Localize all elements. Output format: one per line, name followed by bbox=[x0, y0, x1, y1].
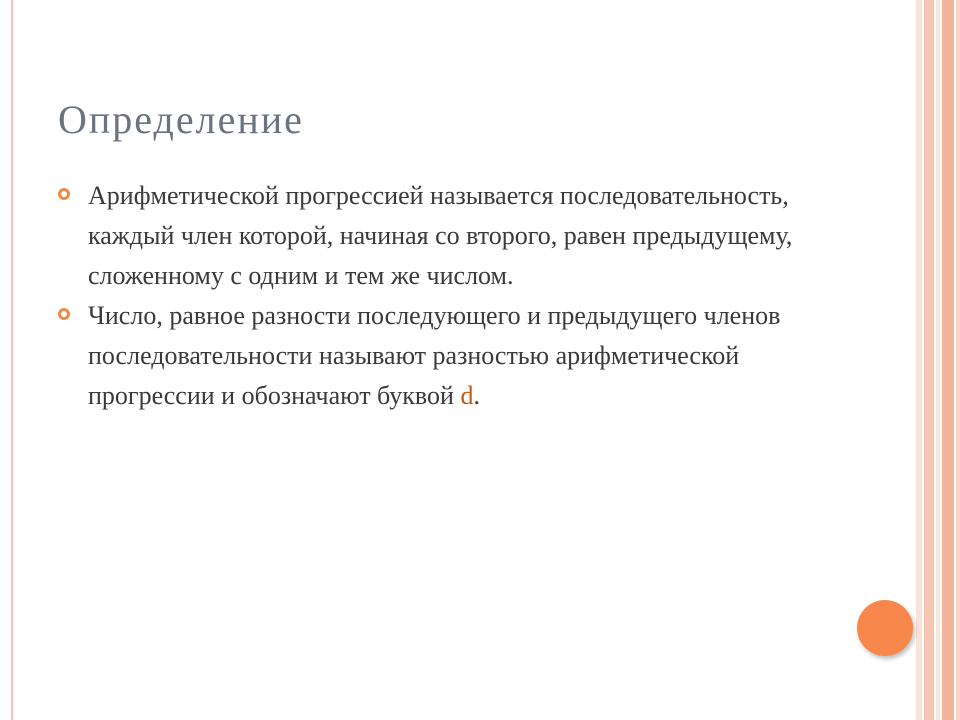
right-decorative-stripes bbox=[916, 0, 960, 720]
bullet-item bbox=[58, 176, 838, 296]
stripe bbox=[916, 0, 922, 720]
stripe bbox=[942, 0, 954, 720]
orange-circle-icon bbox=[857, 600, 913, 656]
bullet-text: Арифметической прогрессией называется последовательность, каждый член которой, начиная со второго, равен предыдущему, сложенному с одним и тем же числом. bbox=[88, 181, 793, 290]
bullet-item bbox=[58, 296, 838, 416]
stripe bbox=[936, 0, 940, 720]
circle-outline-icon bbox=[58, 188, 70, 200]
bullet-text-end: . bbox=[473, 381, 480, 410]
slide-title: Определение bbox=[58, 97, 304, 142]
bullet-text: Число, равное разности последующего и предыдущего членов последовательности называют разностью арифметической прогрессии и обозначают буквой bbox=[88, 301, 781, 410]
circle-outline-icon bbox=[58, 308, 70, 320]
stripe bbox=[924, 0, 934, 720]
left-border-line bbox=[11, 0, 13, 720]
stripe bbox=[956, 0, 960, 720]
bullet-list bbox=[58, 176, 838, 416]
variable-d: d bbox=[460, 381, 474, 410]
